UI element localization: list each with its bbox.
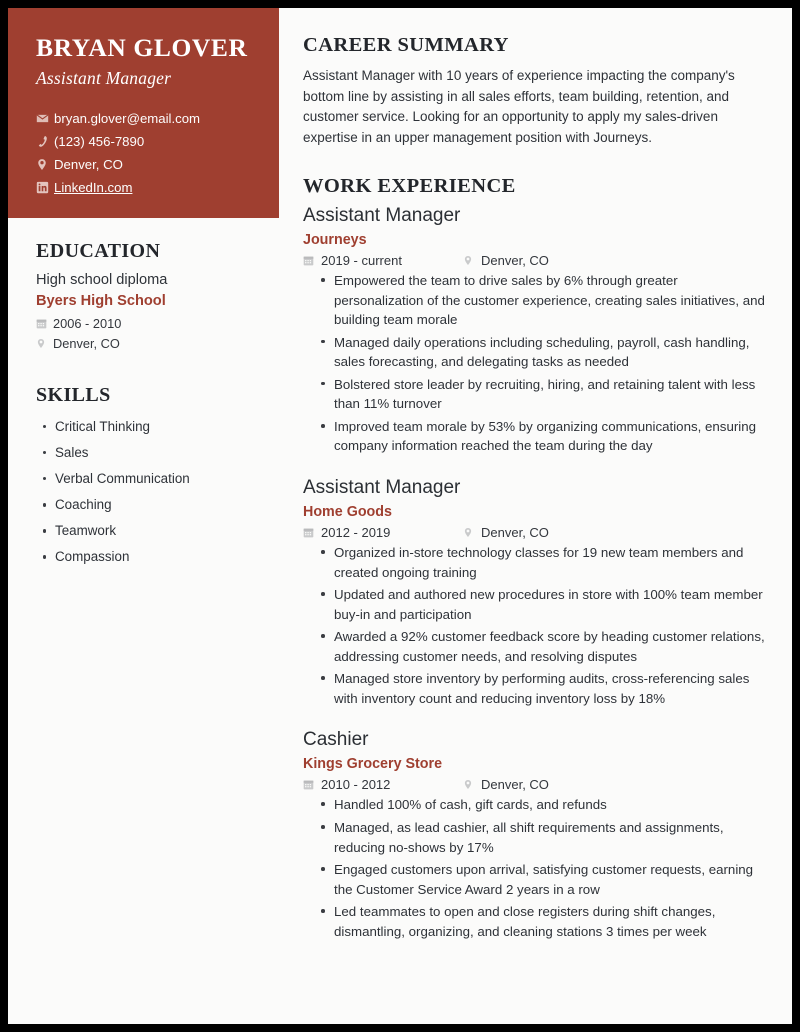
list-item: Awarded a 92% customer feedback score by heading customer relations, addressing customer needs, and resolving disputes	[303, 627, 770, 666]
map-pin-icon	[463, 779, 481, 790]
job-dates-group	[303, 253, 463, 268]
job-meta	[303, 253, 770, 268]
header-block	[8, 8, 279, 218]
job-location: Denver, CO	[481, 253, 549, 269]
education-school: Byers High School	[36, 293, 166, 310]
job-role: Assistant Manager	[303, 476, 461, 498]
list-item: Improved team morale by 53% by organizing communications, ensuring company information reached the team during the day	[303, 417, 770, 456]
education-location-row	[36, 334, 259, 354]
list-item: Coaching	[36, 492, 259, 518]
job-entry	[303, 476, 770, 708]
calendar-icon	[303, 527, 321, 538]
phone-icon	[36, 135, 54, 148]
map-pin-icon	[463, 255, 481, 266]
job-dates: 2012 - 2019	[321, 525, 391, 541]
job-bullets	[303, 543, 770, 708]
job-entry	[303, 728, 770, 941]
sidebar	[8, 8, 279, 1024]
job-bullets	[303, 271, 770, 456]
job-location: Denver, CO	[481, 777, 549, 793]
job-company: Kings Grocery Store	[303, 756, 443, 773]
contact-location	[36, 157, 257, 173]
list-item: Led teammates to open and close registers during shift changes, dismantling, organizing, and cleaning stations 3 times per week	[303, 902, 770, 941]
map-pin-icon	[463, 527, 481, 538]
contact-list	[36, 111, 257, 195]
education-location: Denver, CO	[53, 335, 120, 351]
job-company: Home Goods	[303, 503, 392, 520]
contact-location-text: Denver, CO	[54, 156, 123, 172]
list-item: Bolstered store leader by recruiting, hiring, and retaining talent with less than 11% turnover	[303, 375, 770, 414]
list-item: Organized in-store technology classes for 19 new team members and created ongoing training	[303, 543, 770, 582]
list-item: Handled 100% of cash, gift cards, and refunds	[303, 795, 770, 815]
job-dates: 2019 - current	[321, 253, 402, 269]
job-dates-group	[303, 525, 463, 540]
contact-phone-text: (123) 456-7890	[54, 133, 145, 149]
contact-linkedin-text: LinkedIn.com	[54, 179, 133, 195]
summary-text: Assistant Manager with 10 years of experience impacting the company's bottom line by assisting in all sales efforts, team building, retention, and customer service. Looking for an opportunity to apply my sales-driven expertise in an upper management position with Journeys.	[303, 68, 735, 145]
job-role: Cashier	[303, 729, 369, 751]
summary-heading: CAREER SUMMARY	[303, 34, 509, 56]
contact-phone[interactable]	[36, 134, 257, 150]
linkedin-icon	[36, 181, 54, 194]
job-dates-group	[303, 777, 463, 792]
list-item: Managed, as lead cashier, all shift requirements and assignments, reducing no-shows by 17%	[303, 818, 770, 857]
list-item: Empowered the team to drive sales by 6% through greater personalization of the customer experience, creating sales initiatives, and building team morale	[303, 271, 770, 330]
sidebar-body	[8, 218, 279, 571]
education-dates-row	[36, 314, 259, 334]
list-item: Teamwork	[36, 518, 259, 544]
job-company: Journeys	[303, 231, 367, 248]
job-location-group	[463, 253, 549, 268]
job-dates: 2010 - 2012	[321, 777, 391, 793]
skills-section	[36, 384, 259, 571]
contact-email[interactable]	[36, 111, 257, 127]
job-entry	[303, 204, 770, 456]
resume-page	[8, 8, 792, 1024]
work-heading: WORK EXPERIENCE	[303, 175, 516, 198]
calendar-icon	[303, 255, 321, 266]
contact-linkedin[interactable]	[36, 180, 257, 196]
candidate-title: Assistant Manager	[36, 68, 172, 89]
list-item: Engaged customers upon arrival, satisfying customer requests, earning the Customer Service Award 2 years in a row	[303, 860, 770, 899]
job-role: Assistant Manager	[303, 205, 461, 227]
job-meta	[303, 525, 770, 540]
calendar-icon	[303, 779, 321, 790]
main-content	[279, 8, 792, 1024]
list-item: Managed store inventory by performing audits, cross-referencing sales with inventory count and reducing inventory loss by 18%	[303, 669, 770, 708]
calendar-icon	[36, 318, 53, 329]
candidate-name: BRYAN GLOVER	[36, 33, 248, 62]
education-section	[36, 240, 259, 354]
job-meta	[303, 777, 770, 792]
job-location-group	[463, 525, 549, 540]
education-heading: EDUCATION	[36, 240, 161, 262]
list-item: Sales	[36, 440, 259, 466]
list-item: Updated and authored new procedures in store with 100% team member buy-in and participation	[303, 585, 770, 624]
job-location-group	[463, 777, 549, 792]
envelope-icon	[36, 112, 54, 125]
list-item: Compassion	[36, 544, 259, 570]
map-pin-icon	[36, 338, 53, 349]
contact-email-text: bryan.glover@email.com	[54, 111, 201, 127]
map-pin-icon	[36, 158, 54, 171]
list-item: Managed daily operations including scheduling, payroll, cash handling, sales forecasting, and delegating tasks as needed	[303, 333, 770, 372]
education-dates: 2006 - 2010	[53, 316, 122, 332]
job-bullets	[303, 795, 770, 941]
job-location: Denver, CO	[481, 525, 549, 541]
skills-list	[36, 414, 259, 571]
skills-heading: SKILLS	[36, 383, 111, 406]
education-degree: High school diploma	[36, 272, 168, 288]
summary-section	[303, 34, 770, 148]
list-item: Critical Thinking	[36, 414, 259, 440]
list-item: Verbal Communication	[36, 466, 259, 492]
